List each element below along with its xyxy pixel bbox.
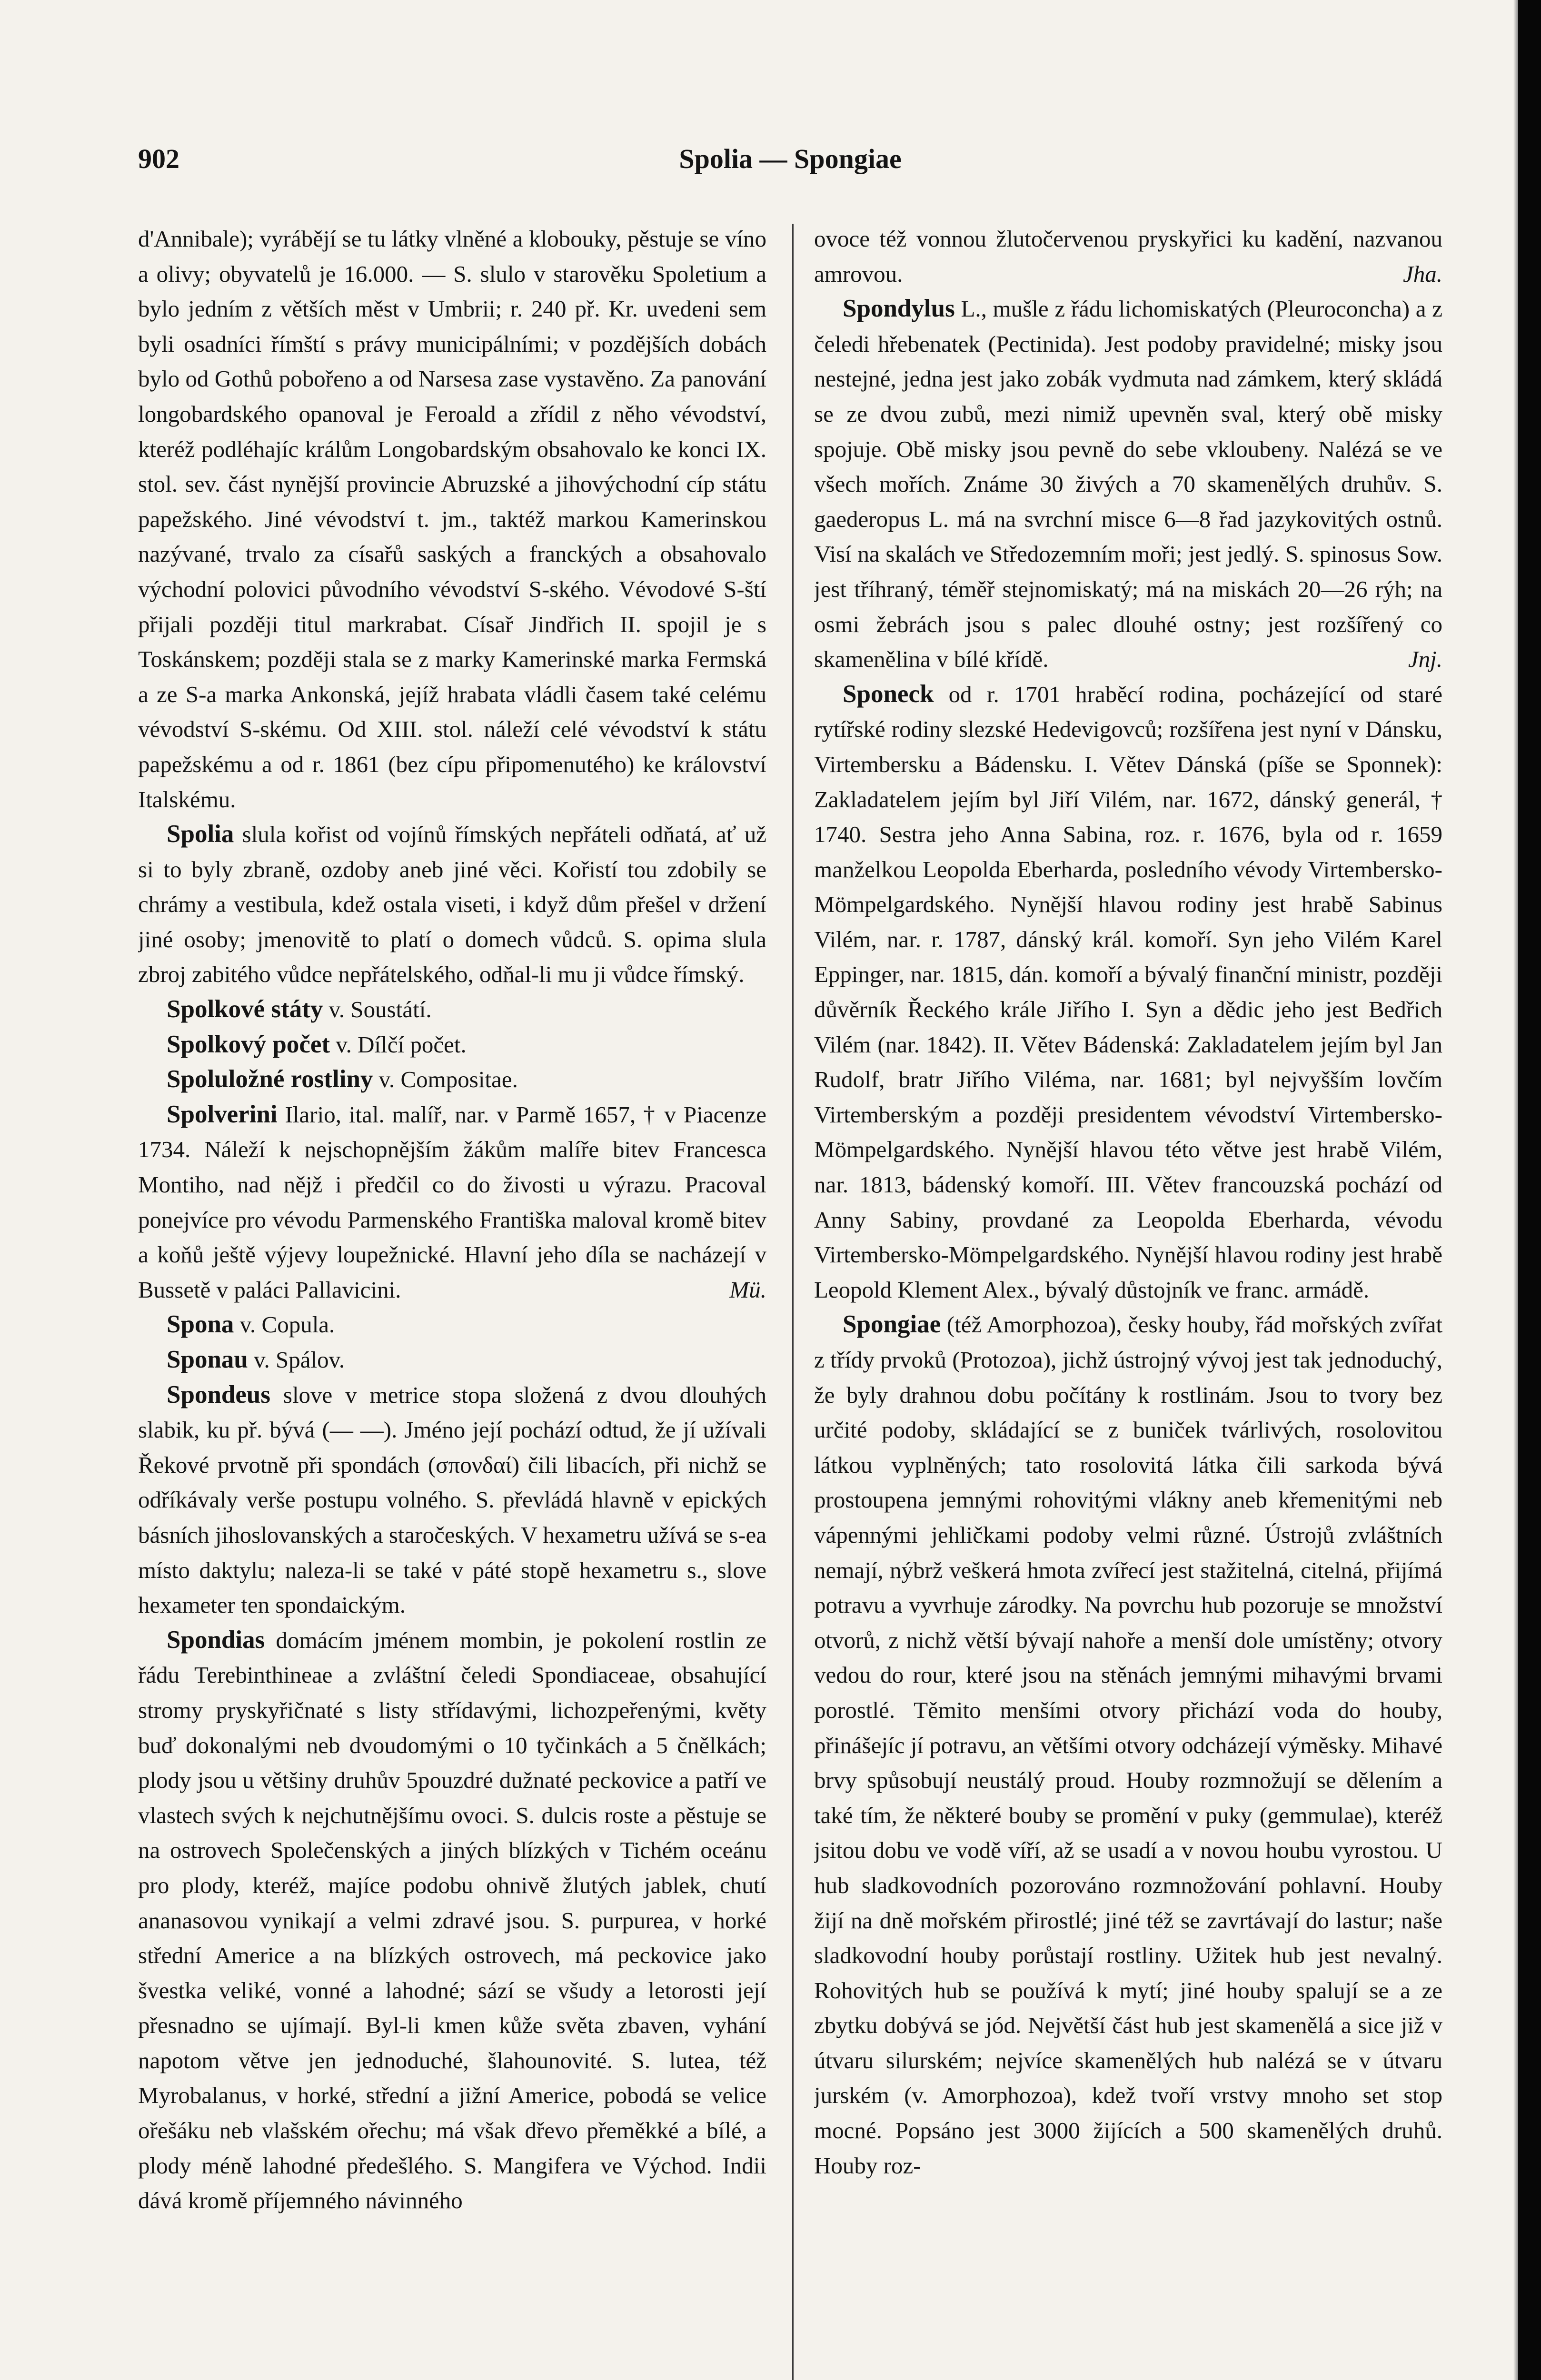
right-column [814, 221, 1442, 2380]
entry-headword: Spolverini [167, 1100, 278, 1128]
dictionary-entry [814, 677, 1442, 1308]
entry-text: v. Copula. [239, 1311, 335, 1338]
dictionary-entry [814, 1307, 1442, 2183]
dictionary-entry [138, 1062, 766, 1097]
entry-headword: Sponau [167, 1346, 248, 1373]
entry-headword: Sponeck [843, 680, 934, 708]
entry-headword: Spolkové státy [167, 995, 323, 1023]
dictionary-entry [138, 1307, 766, 1342]
entry-text: slula kořist od vojínů římských nepřáteli odňatá, ať už si to byly zbraně, ozdoby aneb jiné věci. Kořistí tou zdobily se chrámy a vestibula, kdež ostala viseti, i když dům přešel v držení jiné osoby; jmenovitě to platí o domech vůdců. S. opima slula zbroj zabitého vůdce nepřátelského, odňal-li mu ji vůdce římský. [138, 821, 766, 988]
dictionary-entry [814, 221, 1442, 291]
running-title: Spolia — Spongiae [679, 143, 902, 174]
entry-text: domácím jménem mombin, je pokolení rostlin ze řádu Terebinthineae a zvláštní čeledi Spondiaceae, obsahující stromy pryskyřičnaté s listy střídavými, lichozpeřenými, květy buď dokonalými neb dvoudomými o 10 tyčinkách a 5 čnělkách; plody jsou u většiny druhův 5pouzdré dužnaté peckovice a patří ve vlastech svých k nejchutnějšímu ovoci. S. dulcis roste a pěstuje se na ostrovech Společenských a jiných blízkých v Tichém oceánu pro plody, kteréž, majíce podobu ohnivě žlutých jablek, chutí ananasovou vynikají a velmi zdravé jsou. S. purpurea, v horké střední Americe a na blízkých ostrovech, má peckovice jako švestka veliké, vonné a lahodné; sází se všudy a letorosti její přesnadno se ujímají. Byl-li kmen kůže světa zbaven, vyhání napotom větve jen jednoduché, šlahounovité. S. lutea, též Myrobalanus, v horké, střední a jižní Americe, pobodá se velice ořešáku neb vlašském ořechu; má však dřevo přeměkké a bílé, a plody méně lahodné předešlého. S. Mangifera ve Východ. Indii dává kromě příjemného návinného [138, 1626, 766, 2214]
dictionary-entry [138, 817, 766, 992]
author-signature: Mü. [729, 1276, 766, 1303]
entry-headword: Spona [167, 1310, 234, 1339]
entry-text: ovoce též vonnou žlutočervenou pryskyřici ku kadění, nazvanou amrovou. [814, 226, 1442, 287]
entry-text: (též Amorphozoa), česky houby, řád mořských zvířat z třídy prvoků (Protozoa), jichž ústrojný vývoj jest tak jednoduchý, že byly drahnou dobu počítány k rostlinám. Jsou to tvory bez určité podoby, skládající se z buniček tvárlivých, rosolovitou látkou vyplněných; tato rosolovitá látka čili sarkoda bývá prostoupena jemnými rohovitými vlákny aneb křemenitými neb vápennými jehličkami podoby velmi různé. Ústrojů zvláštních nemají, nýbrž veškerá hmota zvířecí jest stažitelná, citelná, přijímá potravu a vyvrhuje zárodky. Na povrchu hub pozoruje se množství otvorů, z nichž větší bývají nahoře a menší dole umístěny; otvory vedou do rour, které jsou na stěnách jemnými mihavými brvami porostlé. Těmito menšími otvory přichází voda do houby, přinášejíc jí potravu, an většími otvory odcházejí výměsky. Mihavé brvy spůsobují neustálý proud. Houby rozmnožují se dělením a také tím, že některé bouby se promění v puky (gemmulae), kteréž jsitou dobu ve vodě víří, až se usadí a v novou houbu vyrostou. U hub sladkovodních pozorováno rozmnožování pohlavní. Houby žijí na dně mořském přirostlé; jiné též se zavrtávají do lastur; naše sladkovodní houby porůstají rostliny. Užitek hub jest nevalný. Rohovitých hub se používá k mytí; jiné houby spalují se a ze zbytku dobývá se jód. Největší část hub jest skamenělá a sice již v útvaru silurském; nejvíce skamenělých hub nalézá se v útvaru jurském (v. Amorphozoa), kdež tvoří vrstvy mnoho set stop mocné. Popsáno jest 3000 žijících a 500 skamenělých druhů. Houby roz- [814, 1311, 1442, 2179]
entry-headword: Spolkový počet [167, 1030, 330, 1058]
dictionary-entry [138, 1097, 766, 1308]
entry-text: v. Soustátí. [328, 996, 432, 1023]
scan-edge [1518, 0, 1541, 2380]
dictionary-entry [138, 1378, 766, 1623]
page-header [138, 143, 1442, 190]
entry-text: od r. 1701 hraběcí rodina, pocházející od staré rytířské rodiny slezské Hedevigovců; rozšířena jest nyní v Dánsku, Virtembersku a Bádensku. I. Větev Dánská (píše se Sponnek): Zakladatelem jejím byl Jiří Vilém, nar. 1672, dánský generál, † 1740. Sestra jeho Anna Sabina, roz. r. 1676, byla od r. 1659 manželkou Leopolda Eberharda, posledního vévody Virtembersko-Mömpelgardského. Nynější hlavou rodiny jest hrabě Sabinus Vilém, nar. r. 1787, dánský král. komoří. Syn jeho Vilém Karel Eppinger, nar. 1815, dán. komoří a bývalý finanční ministr, později důvěrník Řeckého krále Jiřího I. Syn a dědic jeho jest Bedřich Vilém (nar. 1842). II. Větev Bádenská: Zakladatelem jejím byl Jan Rudolf, bratr Jiřího Viléma, nar. 1681; byl nejvyšším lovčím Virtemberským a později presidentem vévodství Virtembersko-Mömpelgardského. Nynější hlavou této větve jest hrabě Vilém, nar. 1813, bádenský komoří. III. Větev francouzská pochází od Anny Sabiny, provdané za Leopolda Eberharda, vévodu Virtembersko-Mömpelgardského. Nynější hlavou rodiny jest hrabě Leopold Klement Alex., bývalý důstojník ve franc. armádě. [814, 681, 1442, 1303]
entry-text: Ilario, ital. malíř, nar. v Parmě 1657, † v Piacenze 1734. Náleží k nejschopnějším žákům malíře bitev Francesca Montiho, nad nějž i předčil co do živosti u výrazu. Pracoval ponejvíce pro vévodu Parmenského Františka maloval kromě bitev a koňů ještě výjevy loupežnické. Hlavní jeho díla se nacházejí v Bussetě v paláci Pallavicini. [138, 1101, 766, 1303]
entry-headword: Spoluložné rostliny [167, 1065, 373, 1093]
author-signature: Jha. [1403, 260, 1442, 287]
entry-headword: Spongiae [843, 1310, 941, 1339]
dictionary-entry [814, 291, 1442, 677]
left-column [138, 221, 766, 2380]
dictionary-entry [138, 221, 766, 817]
author-signature: Jnj. [1408, 646, 1442, 673]
entry-text: slove v metrice stopa složená z dvou dlouhých slabik, ku př. bývá (— —). Jméno její pochází odtud, že jí užívali Řekové prvotně při spondách (σπονδαί) čili libacích, při nichž se odříkávaly verše postupu volného. S. převládá hlavně v epických básních jihoslovanských a staročeských. V hexametru užívá se s-ea místo daktylu; naleza-li se také v páté stopě hexametru s., slove hexameter ten spondaickým. [138, 1381, 766, 1618]
dictionary-entry [138, 1027, 766, 1062]
entry-text: v. Dílčí počet. [336, 1031, 467, 1058]
column-rule [792, 224, 794, 2380]
entry-headword: Spolia [167, 820, 234, 848]
entry-text: v. Compositae. [378, 1066, 518, 1093]
dictionary-entry [138, 1623, 766, 2218]
dictionary-entry [138, 992, 766, 1027]
entry-headword: Spondylus [843, 295, 955, 323]
entry-text: L., mušle z řádu lichomiskatých (Pleuroconcha) a z čeledi hřebenatek (Pectinida). Jest podoby pravidelné; misky jsou nestejné, jedna jest jako zobák vydmuta nad zámkem, který skládá se ze dvou zubů, mezi nimiž upevněn sval, který obě misky spojuje. Obě misky jsou pevně do sebe vkloubeny. Nalézá se ve všech mořích. Známe 30 živých a 70 skamenělých druhův. S. gaederopus L. má na svrchní misce 6—8 řad jazykovitých ostnů. Visí na skalách ve Středozemním moři; jest jedlý. S. spinosus Sow. jest tříhraný, téměř stejnomiskatý; má na miskách 20—26 rýh; na osmi žebrách jsou s palec dlouhé ostny; jest rozšířený co skamenělina v bílé křídě. [814, 296, 1442, 673]
entry-text: v. Spálov. [254, 1347, 345, 1373]
entry-headword: Spondeus [167, 1380, 271, 1408]
entry-text: d'Annibale); vyrábějí se tu látky vlněné a klobouky, pěstuje se víno a olivy; obyvatelů je 16.000. — S. slulo v starověku Spoletium a bylo jedním z větších měst v Umbrii; r. 240 př. Kr. uvedeni sem byli osadníci římští s právy municipálními; v pozdějších dobách bylo od Gothů pobořeno a od Narsesa zase vystavěno. Za panování longobardského opanoval je Feroald a zřídil z něho vévodství, kteréž podléhajíc králům Longobardským obsahovalo ke konci IX. stol. sev. část nynější provincie Abruzské a jihovýchodní cíp státu papežského. Jiné vévodství t. jm., taktéž markou Kamerinskou nazývané, trvalo za císařů saských a franckých a obsahovalo východní polovici původního vévodství S-ského. Vévodové S-ští přijali později titul markrabat. Císař Jindřich II. spojil je s Toskánskem; později stala se z marky Kamerinské marka Fermská a ze S-a marka Ankonská, jejíž hrabata vládli časem také celému vévodství S-skému. Od XIII. stol. náleží celé vévodství k státu papežskému a od r. 1861 (bez cípu připomenutého) ke království Italskému. [138, 226, 766, 813]
entry-headword: Spondias [167, 1626, 265, 1654]
dictionary-entry [138, 1342, 766, 1378]
page-number: 902 [138, 143, 179, 174]
